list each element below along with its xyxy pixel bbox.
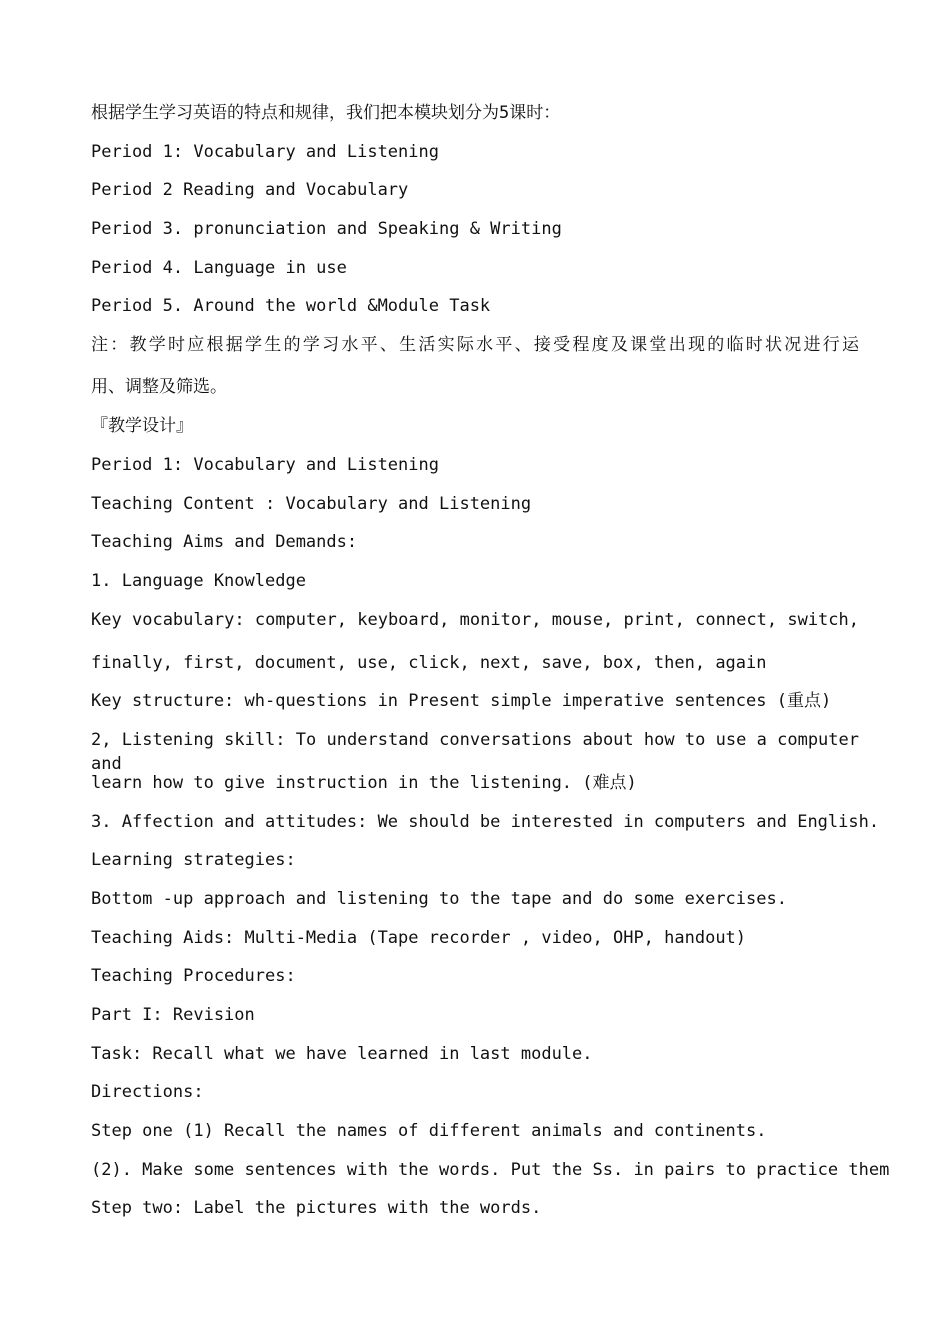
listening-skill-line-1: 2, Listening skill: To understand conversations about how to use a computer and: [91, 730, 859, 774]
language-knowledge: 1. Language Knowledge: [91, 571, 306, 591]
period-4-line: Period 4. Language in use: [91, 258, 347, 278]
part-1-revision: Part I: Revision: [91, 1005, 255, 1025]
period-1-title: Period 1: Vocabulary and Listening: [91, 455, 439, 475]
period-3-line: Period 3. pronunciation and Speaking & Writing: [91, 219, 562, 239]
note-line-1: 注：教学时应根据学生的学习水平、生活实际水平、接受程度及课堂出现的临时状况进行运: [91, 335, 859, 355]
teaching-aims-heading: Teaching Aims and Demands:: [91, 532, 358, 552]
period-5-line: Period 5. Around the world &Module Task: [91, 296, 491, 316]
section-heading: 『教学设计』: [91, 416, 193, 436]
task-line: Task: Recall what we have learned in last module.: [91, 1044, 593, 1064]
step-two: Step two: Label the pictures with the words.: [91, 1198, 542, 1218]
teaching-content: Teaching Content : Vocabulary and Listening: [91, 494, 532, 514]
period-1-line: Period 1: Vocabulary and Listening: [91, 142, 439, 162]
key-structure: Key structure: wh-questions in Present simple imperative sentences (重点): [91, 691, 832, 711]
step-one: Step one (1) Recall the names of different animals and continents.: [91, 1121, 767, 1141]
teaching-procedures-heading: Teaching Procedures:: [91, 966, 296, 986]
learning-strategies: Bottom -up approach and listening to the tape and do some exercises.: [91, 889, 787, 909]
period-2-line: Period 2 Reading and Vocabulary: [91, 180, 409, 200]
key-vocabulary-line-1: Key vocabulary: computer, keyboard, monitor, mouse, print, connect, switch,: [91, 610, 859, 630]
intro-paragraph: 根据学生学习英语的特点和规律，我们把本模块划分为5课时：: [91, 103, 561, 123]
teaching-aids: Teaching Aids: Multi-Media (Tape recorder , video, OHP, handout): [91, 928, 747, 948]
note-line-2: 用、调整及筛选。: [91, 377, 227, 397]
key-vocabulary-line-2: finally, first, document, use, click, next, save, box, then, again: [91, 653, 767, 673]
affection-attitudes: 3. Affection and attitudes: We should be interested in computers and English.: [91, 812, 880, 832]
listening-skill-line-2: learn how to give instruction in the listening. (难点): [91, 773, 637, 793]
step-one-part-2: (2). Make some sentences with the words. Put the Ss. in pairs to practice them: [91, 1160, 890, 1180]
learning-strategies-heading: Learning strategies:: [91, 850, 296, 870]
directions-heading: Directions:: [91, 1082, 204, 1102]
